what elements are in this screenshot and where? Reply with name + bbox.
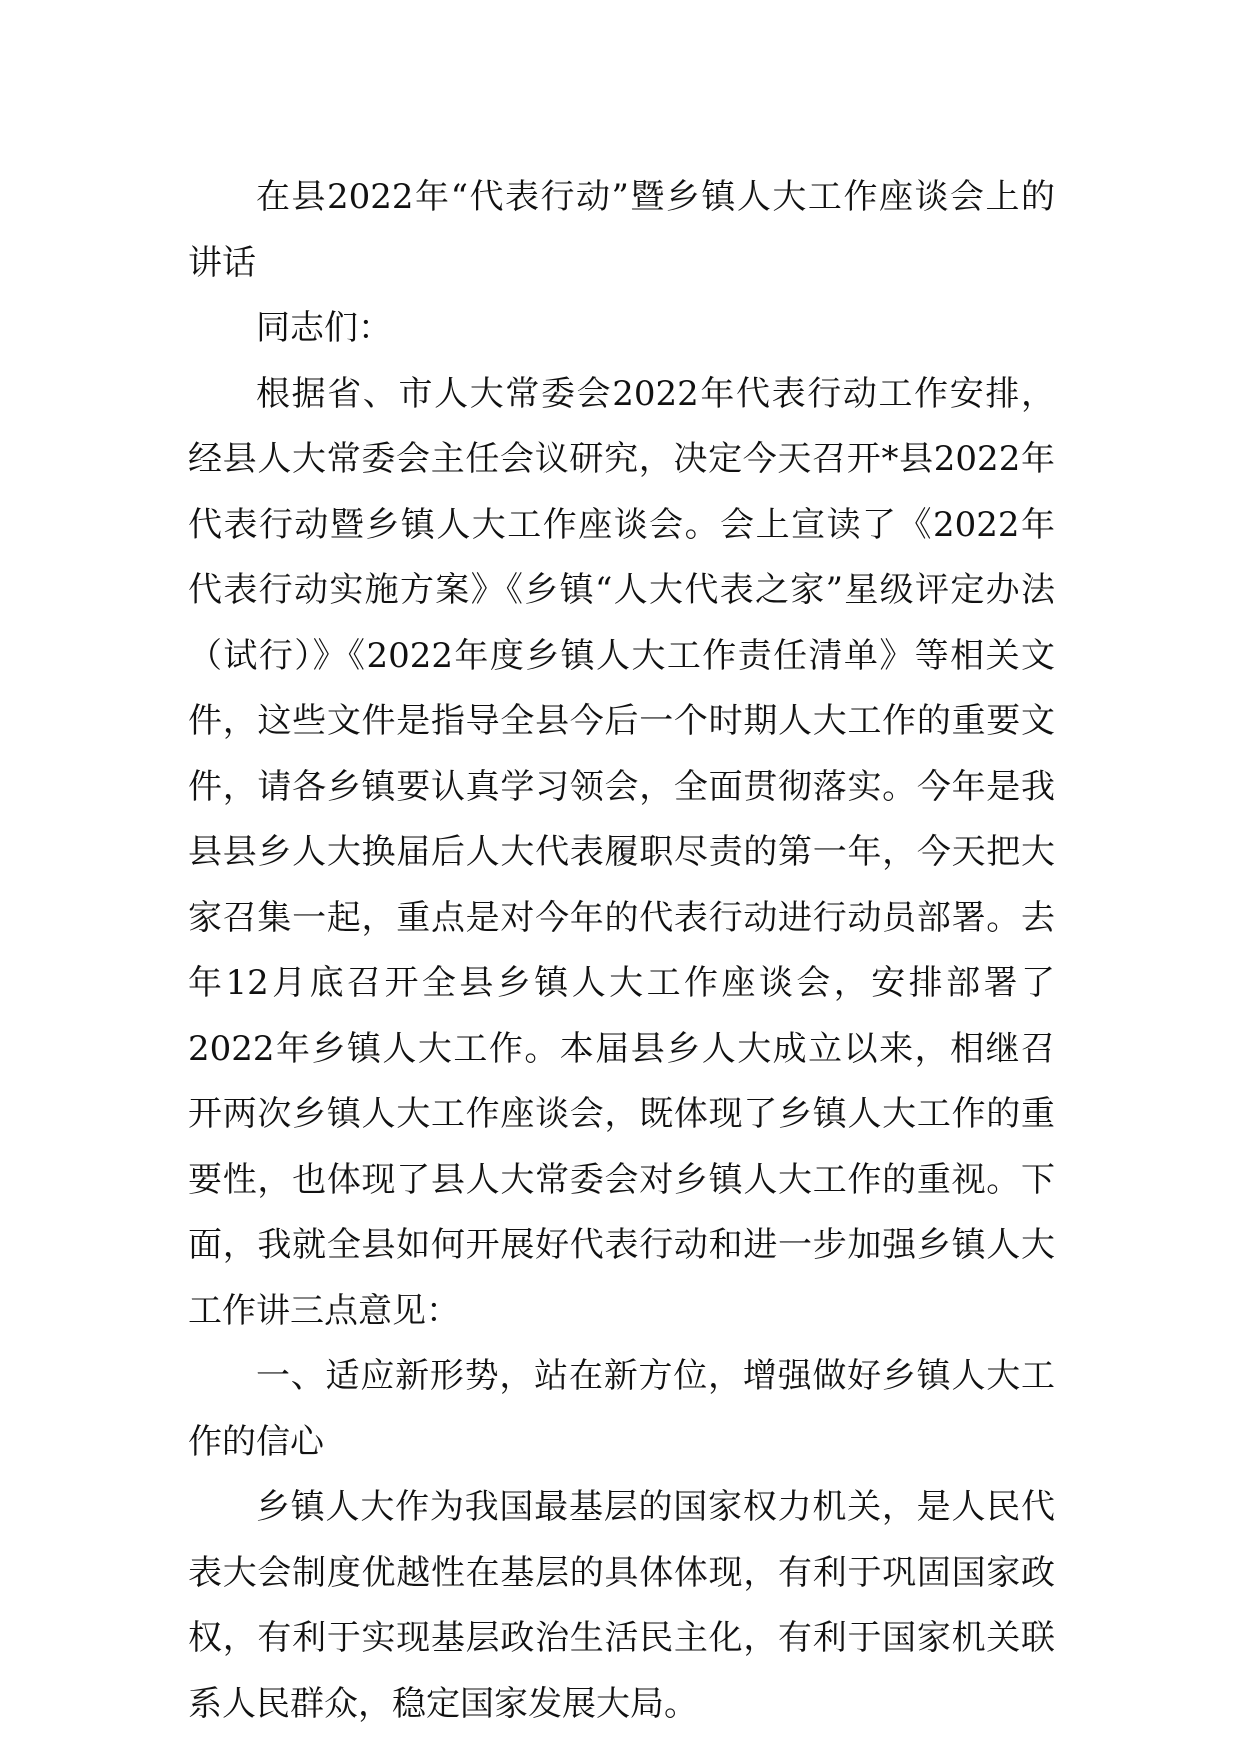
salutation: 同志们： (256, 308, 392, 348)
section-heading-1: 一、适应新形势，站在新方位，增强做好乡镇人大工作的信心 (188, 1356, 1055, 1462)
paragraph-intro: 根据省、市人大常委会2022年代表行动工作安排，经县人大常委会主任会议研究，决定今天召开*县2022年代表行动暨乡镇人大工作座谈会。会上宣读了《2022年代表行动实施方案》《乡镇“人大代表之家”星级评定办法（试行）》《2022年度乡镇人大工作责任清单》等相关文件，这些文件是指导全县今后一个时期人大工作的重要文件，请各乡镇要认真学习领会，全面贯彻落实。今年是我县县乡人大换届后人大代表履职尽责的第一年，今天把大家召集一起，重点是对今年的代表行动进行动员部署。去年12月底召开全县乡镇人大工作座谈会，安排部署了2022年乡镇人大工作。本届县乡人大成立以来，相继召开两次乡镇人大工作座谈会，既体现了乡镇人大工作的重要性，也体现了县人大常委会对乡镇人大工作的重视。下面，我就全县如何开展好代表行动和进一步加强乡镇人大工作讲三点意见： (188, 373, 1055, 1331)
paragraph-section-1: 乡镇人大作为我国最基层的国家权力机关，是人民代表大会制度优越性在基层的具体体现，有利于巩固国家政权，有利于实现基层政治生活民主化，有利于国家机关联系人民群众，稳定国家发展大局。 (188, 1487, 1055, 1724)
document-page (188, 165, 1055, 1737)
document-title: 在县2022年“代表行动”暨乡镇人大工作座谈会上的讲话 (188, 177, 1055, 283)
